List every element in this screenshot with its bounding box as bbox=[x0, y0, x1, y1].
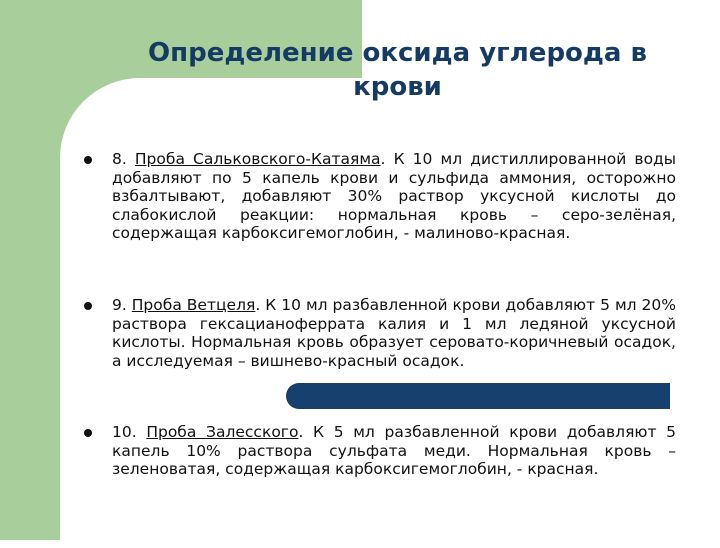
bullet-dot-icon bbox=[84, 429, 92, 437]
item-number: 10. bbox=[112, 423, 147, 441]
item-description: . К 10 мл разбавленной крови добавляют 5 мл 20% раствора гексацианоферрата калия и 1 мл ледяной уксусной кислоты. Нормальная кровь образует серовато-коричневый осадок, а исследуемая – вишнево-красный осадок. bbox=[112, 296, 676, 370]
list-item bbox=[84, 423, 676, 479]
bullet-dot-icon bbox=[84, 302, 92, 310]
slide-title: Определение оксида углерода в крови bbox=[148, 38, 647, 102]
item-number: 9. bbox=[112, 296, 132, 314]
list-item-text bbox=[112, 296, 676, 370]
item-description: . К 5 мл разбавленной крови добавляют 5 капель 10% раствора сульфата меди. Нормальная кровь – зеленоватая, содержащая карбоксигемоглобин, - красная. bbox=[112, 423, 677, 479]
list-item bbox=[84, 150, 676, 243]
item-number: 8. bbox=[112, 150, 135, 168]
accent-bar bbox=[286, 383, 670, 409]
test-name: Проба Ветцеля bbox=[131, 296, 256, 314]
bullet-dot-icon bbox=[84, 156, 92, 164]
item-description: . К 10 мл дистиллированной воды добавляют по 5 капель крови и сульфида аммония, осторожно взбалтывают, добавляют 30% раствор уксусной кислоты до слабокислой реакции: нормальная кровь – серо-зелёная, содержащая карбоксигемоглобин, - малиново-красная. bbox=[112, 150, 677, 243]
list-item bbox=[84, 296, 676, 370]
list-item-text bbox=[112, 423, 676, 479]
list-item-text bbox=[112, 150, 676, 243]
test-name: Проба Залесского bbox=[146, 423, 299, 441]
test-name: Проба Сальковского-Катаяма bbox=[134, 150, 381, 168]
